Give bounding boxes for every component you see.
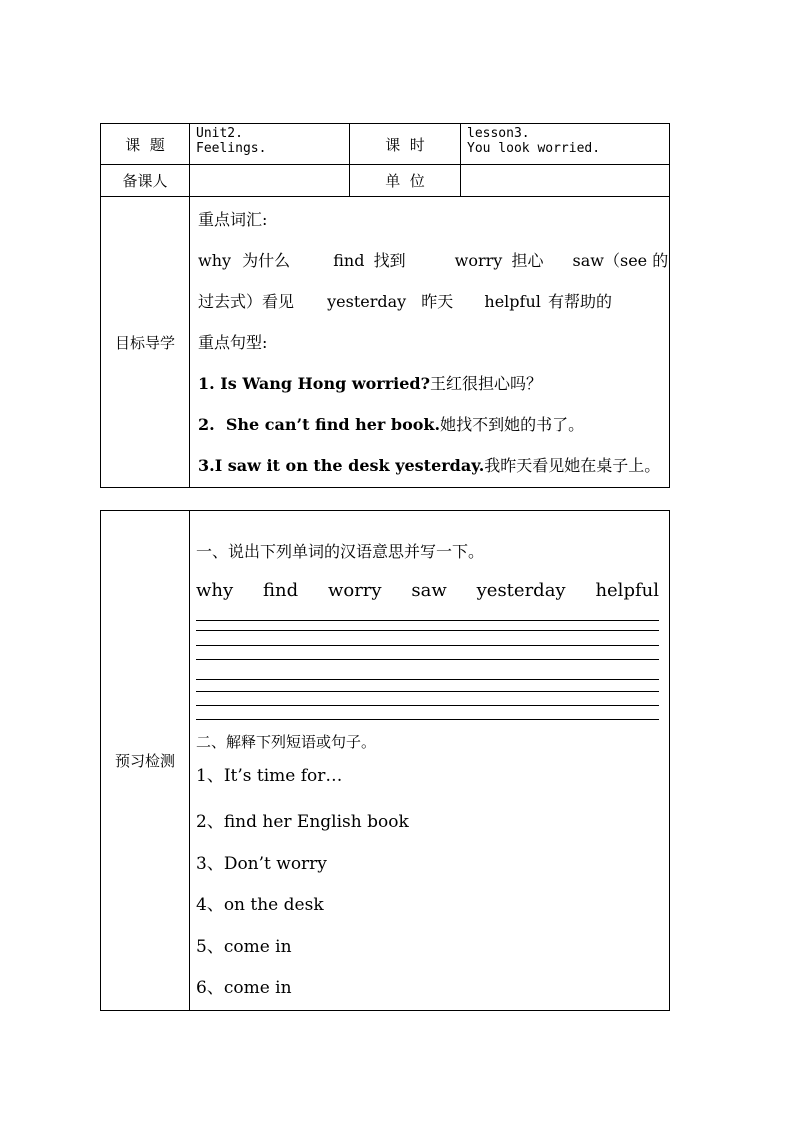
vocab-meaning: 昨天 <box>421 292 454 311</box>
key-sentence-en: 3.I saw it on the desk yesterday. <box>198 456 485 475</box>
preparer-label: 备课人 <box>101 165 190 197</box>
phrase-item: 5、come in <box>196 936 292 957</box>
writing-line <box>196 630 659 631</box>
writing-line <box>196 659 659 660</box>
vocab-word: yesterday <box>327 292 407 311</box>
vocab-meaning: 担心 <box>511 251 544 270</box>
part2-title: 二、解释下列短语或句子。 <box>196 733 377 751</box>
period-value-line1: lesson3. <box>467 126 530 141</box>
vocab-meaning: 有帮助的 <box>547 292 612 311</box>
lesson-plan-header-table <box>100 123 670 488</box>
vocab-word: helpful <box>484 292 541 311</box>
phrase-item: 4、on the desk <box>196 895 324 915</box>
vocab-word: worry <box>454 251 503 270</box>
period-value <box>461 124 670 165</box>
preparer-value <box>190 165 350 197</box>
key-sentence-en: 1. Is Wang Hong worried? <box>198 374 430 393</box>
goals-content <box>190 197 670 488</box>
goals-label: 目标导学 <box>101 197 190 488</box>
vocab-meaning: 过去式）看见 <box>198 292 295 311</box>
phrase-item: 1、It’s time for… <box>196 766 343 786</box>
key-sentence-zh: 我昨天看见她在桌子上。 <box>484 456 661 475</box>
vocab-word: saw <box>572 251 604 270</box>
topic-value-line2: Feelings. <box>196 141 267 156</box>
writing-line <box>196 705 659 706</box>
word-item: why <box>196 580 234 601</box>
vocab-line-1 <box>198 240 669 281</box>
vocab-heading: 重点词汇: <box>198 210 268 229</box>
key-sentence-zh: 她找不到她的书了。 <box>440 415 585 434</box>
key-sentence-1 <box>198 363 661 404</box>
writing-line <box>196 679 659 680</box>
phrase-item: 6、come in <box>196 978 292 998</box>
key-sentence-3 <box>198 445 661 486</box>
period-label: 课 时 <box>350 124 461 165</box>
key-sentence-zh: 王红很担心吗？ <box>429 374 542 393</box>
writing-line <box>196 645 659 646</box>
preview-check-table <box>100 510 670 1011</box>
vocab-meaning: 找到 <box>373 251 406 270</box>
writing-line <box>196 691 659 692</box>
word-item: saw <box>411 580 447 601</box>
topic-value <box>190 124 350 165</box>
word-item: worry <box>327 580 382 601</box>
writing-lines[interactable] <box>196 620 661 720</box>
part1-title: 一、说出下列单词的汉语意思并写一下。 <box>196 542 485 561</box>
key-sentence-en: 2. She can’t find her book. <box>198 415 441 434</box>
period-value-line2: You look worried. <box>467 141 601 156</box>
writing-line <box>196 620 659 621</box>
unit-label: 单 位 <box>350 165 461 197</box>
vocab-line-2 <box>198 281 661 322</box>
preview-content <box>190 511 670 1011</box>
word-item: helpful <box>595 580 659 601</box>
unit-value <box>461 165 670 197</box>
key-sentence-2 <box>198 404 661 445</box>
vocab-meaning: 为什么 <box>242 251 291 270</box>
sentence-heading: 重点句型: <box>198 333 268 352</box>
vocab-word: why <box>198 251 232 270</box>
phrase-item: 3、Don’t worry <box>196 853 327 874</box>
phrase-item: 2、find her English book <box>196 812 409 832</box>
vocab-meaning: （see 的 <box>604 251 669 270</box>
preview-label: 预习检测 <box>101 511 190 1011</box>
topic-label: 课 题 <box>101 124 190 165</box>
word-item: yesterday <box>476 580 566 601</box>
word-list <box>196 571 661 611</box>
word-item: find <box>263 580 299 601</box>
vocab-word: find <box>333 251 365 270</box>
topic-value-line1: Unit2. <box>196 126 243 141</box>
